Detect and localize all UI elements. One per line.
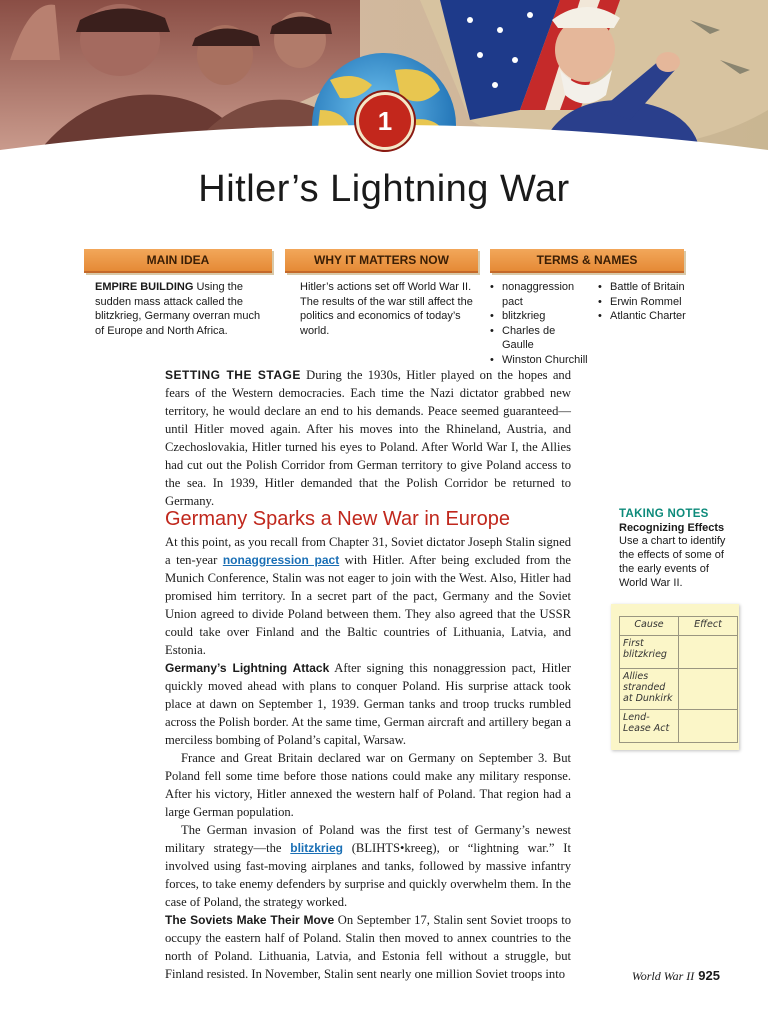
paragraph-3: France and Great Britain declared war on Germany on September 3. But Poland fell some time before those nations could make any military response. After his victory, Hitler annexed the western half of Poland. That region had a large German population. [165, 751, 571, 819]
term-item: • nonaggression pact [490, 280, 590, 309]
paragraph-text: After signing this nonaggression pact, Hitler quickly moved ahead with plans to conquer Poland. His surprise attack took place at dawn on September 1, 1939. German tanks and troop trucks rumbled across the Polish border. At the same time, German aircraft and artillery began a merciless bombing of Poland’s capital, Warsaw. [165, 661, 571, 747]
chapter-number-badge: 1 [356, 92, 414, 150]
term-item: • Winston Churchill [490, 353, 590, 368]
term-link-blitzkrieg[interactable]: blitzkrieg [290, 841, 343, 855]
term-item: • blitzkrieg [490, 309, 590, 324]
setting-stage-lead: SETTING THE STAGE [165, 368, 301, 382]
page-title: Hitler’s Lightning War [198, 168, 570, 210]
subhead-lightning-attack: Germany’s Lightning Attack [165, 661, 330, 675]
paragraph-text: with Hitler. After being excluded from the Munich Conference, Stalin was not eager to join with the West. Also, Hitler had promised him territory. In a secret part of the pact, Germany and the Soviet Union agreed to divide Poland between them. They also agreed that the USSR could take over Finland and the Baltic countries of Lithuania, Latvia, and Estonia. [165, 553, 571, 657]
main-idea-tab: MAIN IDEA [84, 249, 272, 273]
cause-effect-note [611, 604, 739, 750]
table-header-cause: Cause [620, 617, 679, 636]
table-row [620, 636, 738, 669]
taking-notes-box [619, 508, 739, 590]
paragraph-5 [165, 911, 571, 983]
term-item: • Battle of Britain [598, 280, 698, 295]
section-heading: Germany Sparks a New War in Europe [165, 508, 510, 530]
terms-list-2 [598, 280, 698, 324]
cause-cell: First blitzkrieg [620, 636, 679, 669]
main-idea-lead: EMPIRE BUILDING [95, 281, 194, 293]
paragraph-text: On September 17, Stalin sent Soviet troops to occupy the eastern half of Poland. Stalin then moved to annex countries to the north of Poland. Lithuania, Latvia, and Estonia fell without a struggle, but Finland resisted. In November, Stalin sent nearly one million Soviet troops into [165, 913, 571, 981]
term-item: • Charles de Gaulle [490, 324, 590, 353]
taking-notes-text: Use a chart to identify the effects of some of the early events of World War II. [619, 535, 726, 589]
terms-names-tab: TERMS & NAMES [490, 249, 684, 273]
paragraph-text: The German invasion of Poland was the first test of Germany’s newest military strategy—the [165, 823, 571, 855]
cause-cell: Allies stranded at Dunkirk [620, 669, 679, 710]
table-header-effect: Effect [679, 617, 738, 636]
term-link-nonaggression-pact[interactable]: nonaggression pact [222, 553, 340, 567]
page-number: 925 [698, 968, 720, 983]
paragraph-text: (BLIHTS•kreeg), or “lightning war.” It involved using fast-moving airplanes and tanks, followed by massive infantry forces, to take enemy defenders by surprise and quickly overwhelm them. In the case of Poland, the strategy worked. [165, 841, 571, 909]
subhead-soviets-move: The Soviets Make Their Move [165, 913, 335, 927]
main-idea-body: Using the sudden mass attack called the blitzkrieg, Germany overran much of Europe and North Africa. [95, 281, 261, 337]
book-title: World War II [631, 969, 695, 983]
section-body [165, 533, 571, 983]
paragraph-text: At this point, as you recall from Chapter 31, Soviet dictator Joseph Stalin signed a ten-year [165, 535, 571, 567]
paragraph-1 [165, 533, 571, 659]
terms-list-1 [490, 280, 590, 367]
setting-stage-body: During the 1930s, Hitler played on the hopes and fears of the Western democracies. Each time the Nazi dictator grabbed new territory, he would declare an end to his demands. Peace seemed guaranteed—until Hitler moved again. After his moves into the Rhineland, Austria, and Czechoslovakia, Hitler turned his eyes to Poland. After World War I, the Allies had cut out the Polish Corridor from German territory to give Poland access to the sea. In 1939, Hitler demanded that the Polish Corridor be returned to Germany. [165, 368, 572, 508]
why-matters-text: Hitler’s actions set off World War II. The results of the war still affect the politics and economics of today’s world. [300, 281, 473, 337]
main-idea-text [95, 280, 265, 338]
term-item: • Erwin Rommel [598, 295, 698, 310]
cause-cell: Lend-Lease Act [620, 710, 679, 743]
taking-notes-subtitle: Recognizing Effects [619, 522, 725, 534]
table-row [620, 710, 738, 743]
cause-effect-table [619, 616, 738, 743]
setting-the-stage [165, 366, 571, 510]
taking-notes-title: TAKING NOTES [619, 508, 709, 520]
why-matters-tab: WHY IT MATTERS NOW [285, 249, 478, 273]
page-footer [632, 968, 720, 984]
term-item: • Atlantic Charter [598, 309, 698, 324]
paragraph-2 [165, 659, 571, 749]
effect-cell [679, 636, 738, 669]
paragraph-4 [165, 821, 571, 911]
effect-cell [679, 669, 738, 710]
effect-cell [679, 710, 738, 743]
table-row [620, 669, 738, 710]
